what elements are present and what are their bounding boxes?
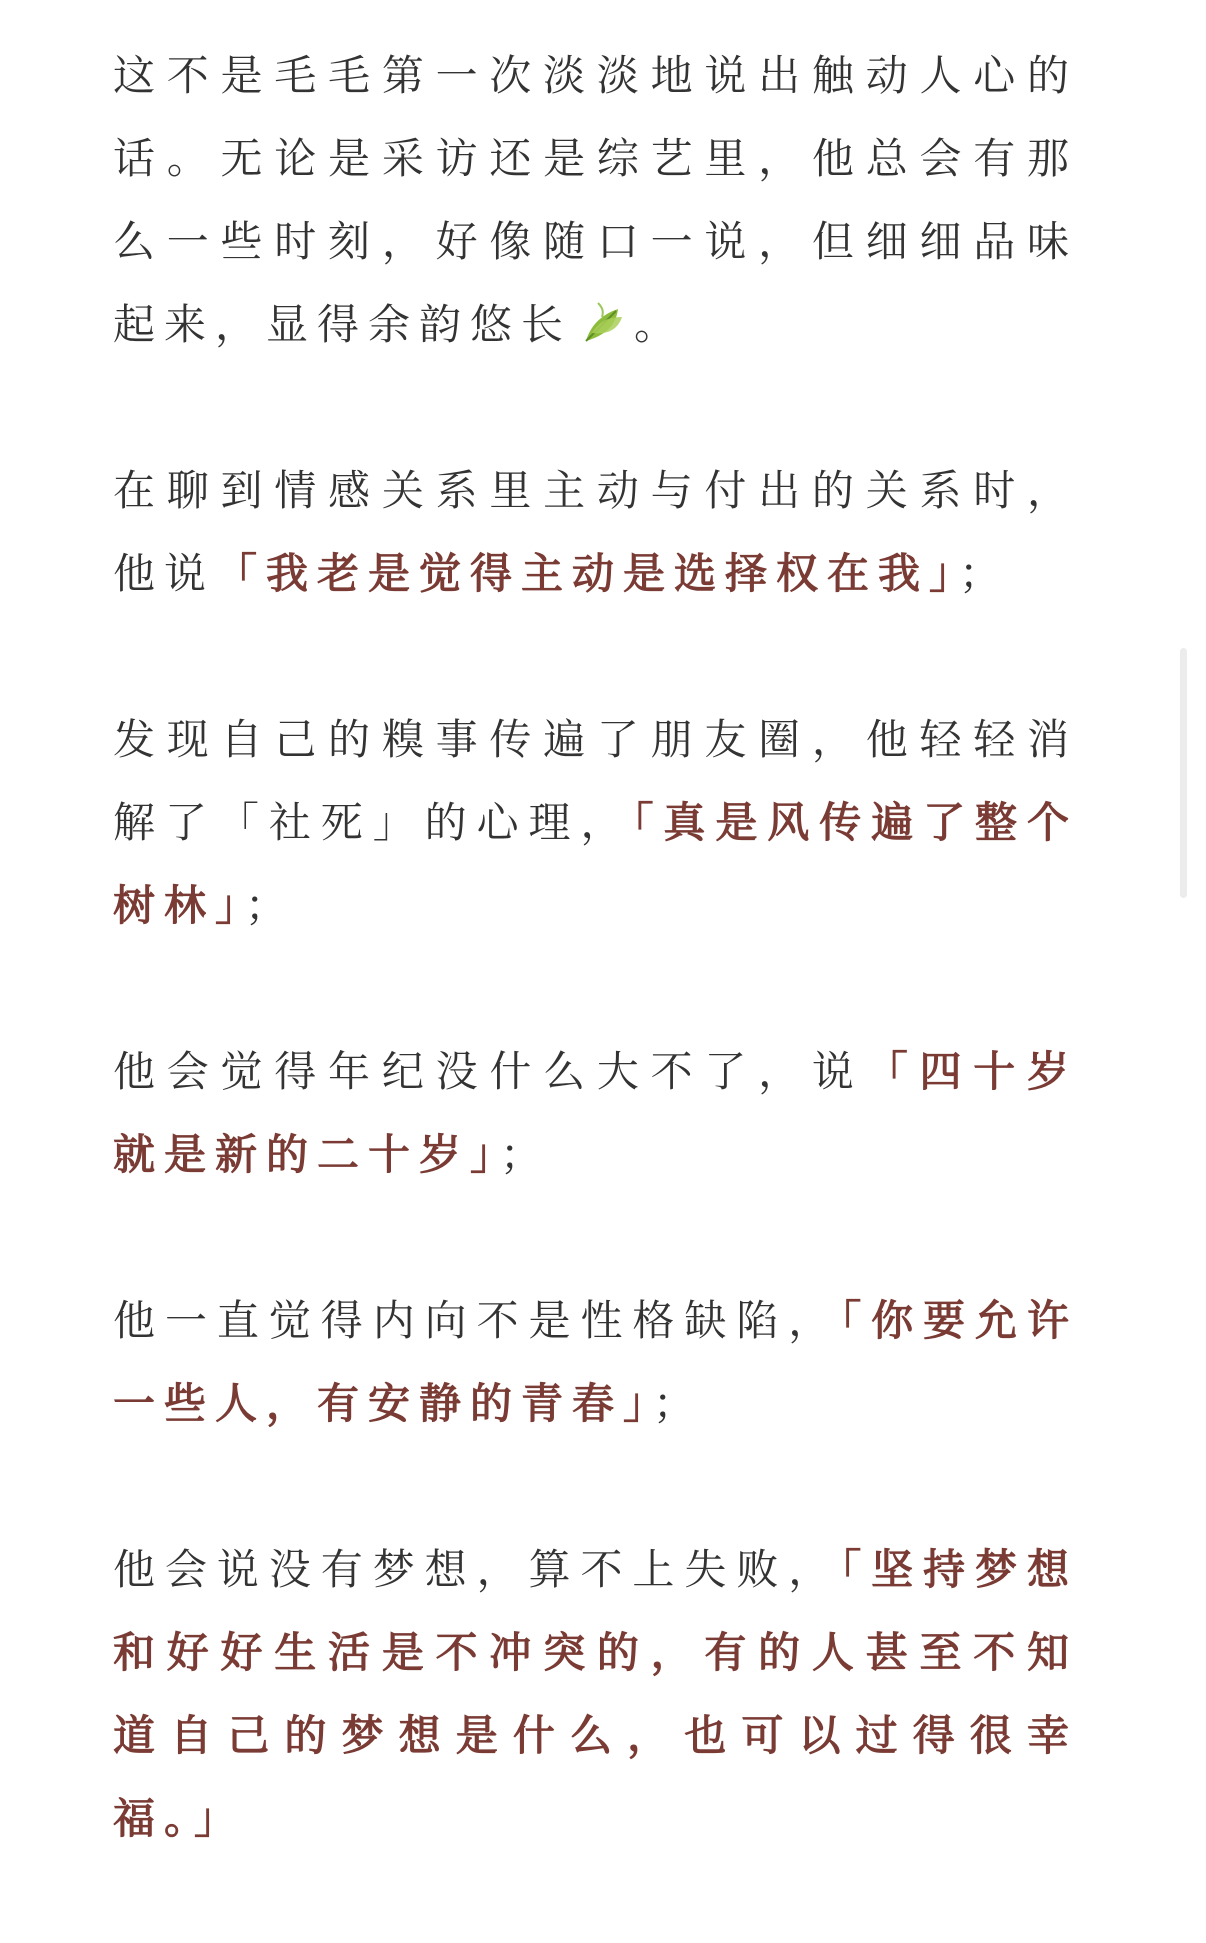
paragraph-3	[113, 698, 1078, 947]
paragraph-6	[113, 1528, 1078, 1860]
paragraph-end: 。	[634, 300, 686, 349]
highlighted-quote: 「四十岁就是新的二十岁」	[113, 1047, 1078, 1179]
leaf-icon	[578, 297, 628, 347]
paragraph-end: ；	[959, 549, 1011, 598]
highlighted-quote: 「真是风传遍了整个树林」	[113, 798, 1078, 930]
paragraph-end: ；	[500, 1130, 552, 1179]
highlighted-quote: 「你要允许一些人，有安静的青春」	[113, 1296, 1078, 1428]
paragraph-1	[113, 34, 1078, 366]
paragraph-text: 他会说没有梦想，算不上失败，	[113, 1545, 841, 1594]
paragraph-text: 在聊到情感关系里主动与付出的关系时，他说	[113, 466, 1078, 598]
paragraph-end: ；	[653, 1379, 705, 1428]
paragraph-text: 他一直觉得内向不是性格缺陷，	[113, 1296, 841, 1345]
highlighted-quote: 「我老是觉得主动是选择权在我」	[215, 549, 960, 598]
paragraph-text: 他会觉得年纪没什么大不了，说	[113, 1047, 866, 1096]
paragraph-text: 这不是毛毛第一次淡淡地说出触动人心的话。无论是采访还是综艺里，他总会有那么一些时刻，好像随口一说，但细细品味起来，显得余韵悠长	[113, 51, 1078, 349]
paragraph-4	[113, 1030, 1078, 1196]
paragraph-5	[113, 1279, 1078, 1445]
paragraph-text: 发现自己的糗事传遍了朋友圈，他轻轻消解了「社死」的心理，	[113, 715, 1078, 847]
article-body	[113, 34, 1078, 1943]
highlighted-quote: 「坚持梦想和好好生活是不冲突的，有的人甚至不知道自己的梦想是什么，也可以过得很幸福。」	[113, 1545, 1078, 1843]
paragraph-end: ；	[245, 881, 297, 930]
paragraph-2	[113, 449, 1078, 615]
scrollbar[interactable]	[1180, 648, 1187, 898]
